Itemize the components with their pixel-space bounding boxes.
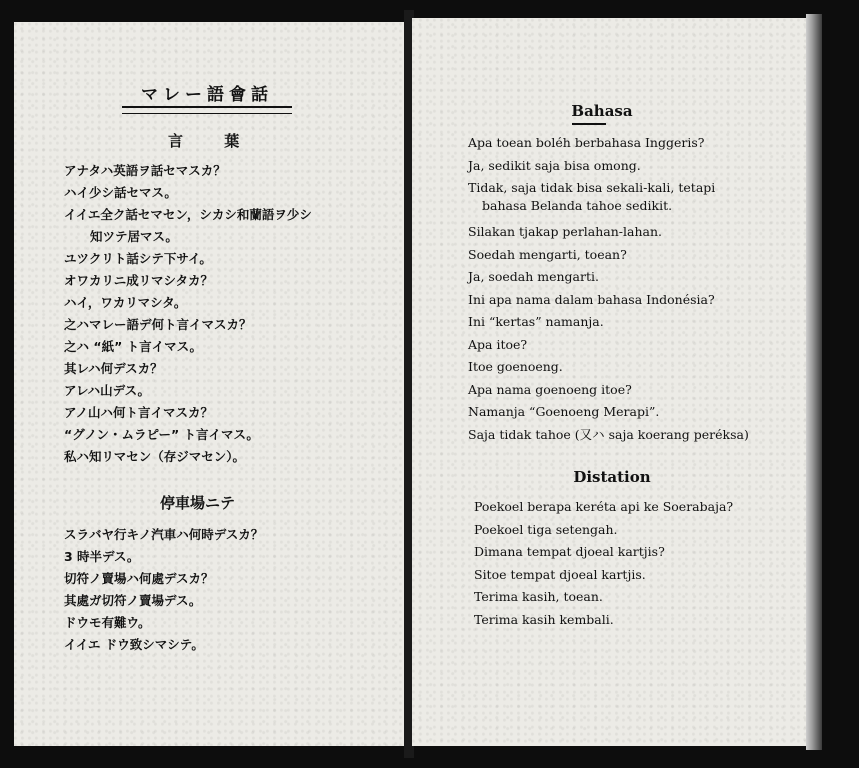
list-item: 私ハ知リマセン（存ジマセン）。 [64, 449, 246, 464]
list-item: 其處ガ切符ノ賣場デス。 [64, 593, 202, 608]
list-item: Ini apa nama dalam bahasa Indonésia? [468, 291, 715, 307]
list-item: ハイ，ワカリマシタ。 [64, 295, 187, 310]
list-item: Apa itoe? [468, 336, 528, 352]
list-item: Terima kasih, toean. [474, 589, 603, 604]
list-item: アレハ山デス。 [64, 383, 151, 398]
list-item: Namanja “Goenoeng Merapi”. [468, 404, 660, 419]
line-part: Tidak, saja tidak bisa sekali-kali, tetapi [468, 180, 716, 195]
list-item: ハイ少シ話セマス。 [64, 185, 177, 200]
jp-phrase-list-1 [64, 160, 364, 468]
list-item: イイエ ドウ致シマシテ。 [64, 637, 204, 652]
list-item: アナタハ英語ヲ話セマスカ？ [64, 163, 226, 178]
jp-phrase-list-2 [64, 524, 263, 656]
list-item: 切符ノ賣場ハ何處デスカ？ [64, 571, 214, 586]
list-item: Itoe goenoeng. [468, 359, 563, 374]
line-part: イイエ全ク話セマセン，シカシ和蘭語ヲ少シ [64, 207, 312, 222]
section-title-distation: Distation [573, 468, 651, 486]
page-header: マレー語會話 [141, 85, 273, 105]
list-item: オワカリニ成リマシタカ？ [64, 273, 214, 288]
list-item: Saja tidak tahoe (又ハ saja koerang peréksa) [468, 426, 749, 442]
malay-phrase-list-1 [468, 132, 768, 446]
list-item: Dimana tempat djoeal kartjis? [474, 544, 665, 559]
list-item: Poekoel tiga setengah. [474, 521, 618, 537]
list-item: 其レハ何デスカ？ [64, 361, 163, 376]
list-item [468, 177, 768, 221]
list-item: 之ハマレー語デ何ト言イマスカ？ [64, 317, 252, 332]
line-part: bahasa Belanda tahoe sedikit. [482, 198, 673, 213]
list-item: Apa nama goenoeng itoe? [468, 381, 632, 397]
list-item: “グノン・ムラピー” ト言イマス。 [64, 427, 259, 442]
list-item: スラバヤ行キノ汽車ハ何時デスカ？ [64, 527, 264, 542]
list-item: アノ山ハ何ト言イマスカ？ [64, 405, 214, 420]
list-item: Terima kasih kembali. [474, 611, 614, 627]
list-item [64, 204, 364, 248]
section-title-bahasa: Bahasa [571, 102, 633, 120]
list-item: Ja, soedah mengarti. [468, 269, 599, 284]
list-item: ユツクリト話シテ下サイ。 [64, 251, 212, 266]
list-item: Soedah mengarti, toean? [468, 246, 627, 262]
list-item: Ini “kertas” namanja. [468, 314, 604, 329]
left-page [14, 22, 406, 746]
header-rule [122, 106, 292, 114]
section-title-words: 言 葉 [168, 132, 258, 150]
book-edge [806, 14, 822, 750]
list-item: Silakan tjakap perlahan-lahan. [468, 224, 662, 239]
list-item: Apa toean boléh berbahasa Inggeris? [468, 135, 705, 150]
list-item: Poekoel berapa keréta api ke Soerabaja? [474, 499, 734, 514]
section-title-station: 停車場ニテ [160, 494, 236, 512]
list-item: Sitoe tempat djoeal kartjis. [474, 566, 646, 582]
list-item: ドウモ有難ウ。 [64, 615, 151, 630]
list-item: Ja, sedikit saja bisa omong. [468, 157, 641, 173]
title-underline [572, 123, 606, 125]
list-item: 3 時半デス。 [64, 549, 140, 564]
right-page [412, 18, 806, 746]
list-item: 之ハ “紙” ト言イマス。 [64, 339, 203, 354]
line-part: 知ツテ居マス。 [90, 229, 178, 244]
malay-phrase-list-2 [474, 496, 733, 631]
